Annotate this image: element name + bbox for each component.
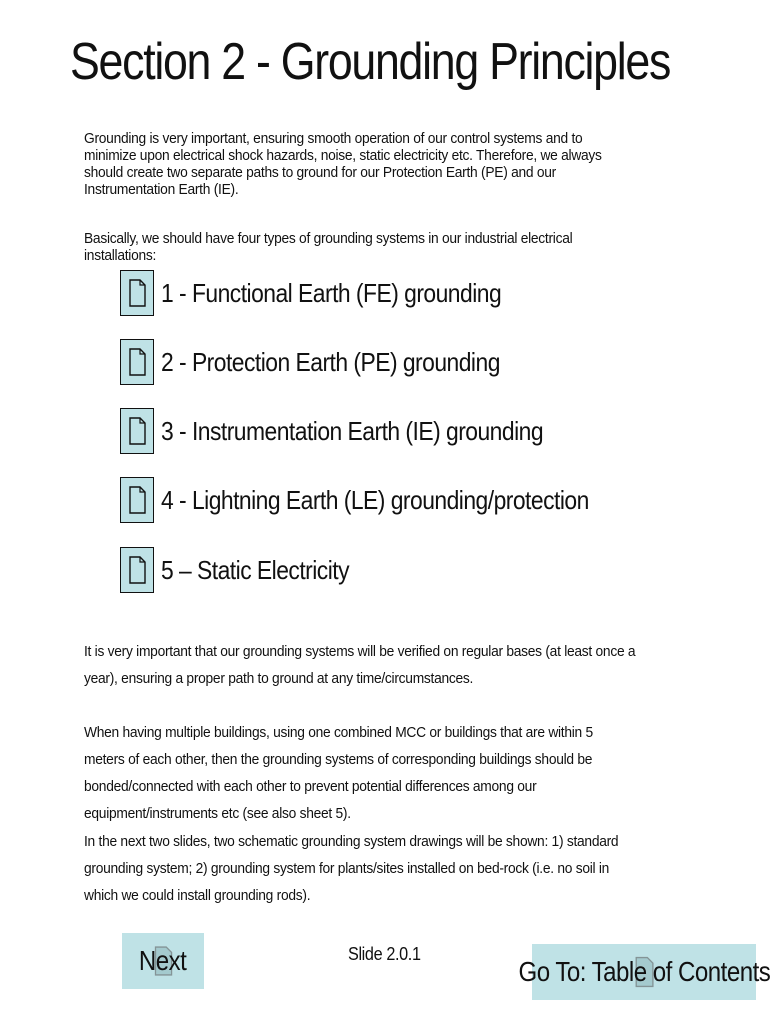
grounding-item-fe	[120, 270, 548, 316]
verify-paragraph: It is very important that our grounding systems will be verified on regular bases (at least once a year), ensuring a proper path to ground at any time/circumstances.	[84, 643, 636, 687]
page-title: Section 2 - Grounding Principles	[70, 33, 671, 91]
grounding-item-ie	[120, 408, 595, 454]
next-button[interactable]	[122, 933, 204, 989]
grounding-item-label[interactable]: 4 - Lightning Earth (LE) grounding/protection	[161, 484, 589, 515]
document-icon[interactable]	[120, 477, 154, 523]
table-of-contents-button[interactable]	[518, 944, 770, 1000]
next-button-label: Next	[139, 945, 187, 976]
grounding-item-le	[120, 477, 647, 523]
grounding-item-label[interactable]: 1 - Functional Earth (FE) grounding	[161, 277, 502, 308]
types-intro-paragraph: Basically, we should have four types of grounding systems in our industrial electrical installations:	[84, 230, 573, 264]
document-icon[interactable]	[120, 339, 154, 385]
grounding-item-label[interactable]: 2 - Protection Earth (PE) grounding	[161, 346, 500, 377]
grounding-item-static	[120, 547, 375, 593]
table-of-contents-label: Go To: Table of Contents	[518, 956, 770, 987]
grounding-item-label[interactable]: 5 – Static Electricity	[161, 554, 350, 585]
document-icon[interactable]	[120, 270, 154, 316]
document-icon[interactable]	[120, 408, 154, 454]
next-slides-paragraph: In the next two slides, two schematic grounding system drawings will be shown: 1) standard grounding system; 2) grounding system for plants/sites installed on bed-rock (i.e. no soil in which we could install grounding rods).	[84, 833, 619, 904]
grounding-item-label[interactable]: 3 - Instrumentation Earth (IE) grounding	[161, 415, 544, 446]
grounding-item-pe	[120, 339, 546, 385]
slide-number: Slide 2.0.1	[348, 944, 421, 964]
document-icon[interactable]	[120, 547, 154, 593]
buildings-paragraph: When having multiple buildings, using one combined MCC or buildings that are within 5 meters of each other, then the grounding systems of corresponding buildings should be bonded/connected with each other to prevent potential differences among our equipment/instruments etc (see also sheet 5).	[84, 724, 593, 822]
intro-paragraph: Grounding is very important, ensuring smooth operation of our control systems and to minimize upon electrical shock hazards, noise, static electricity etc. Therefore, we always should create two separate paths to ground for our Protection Earth (PE) and our Instrumentation Earth (IE).	[84, 130, 602, 198]
